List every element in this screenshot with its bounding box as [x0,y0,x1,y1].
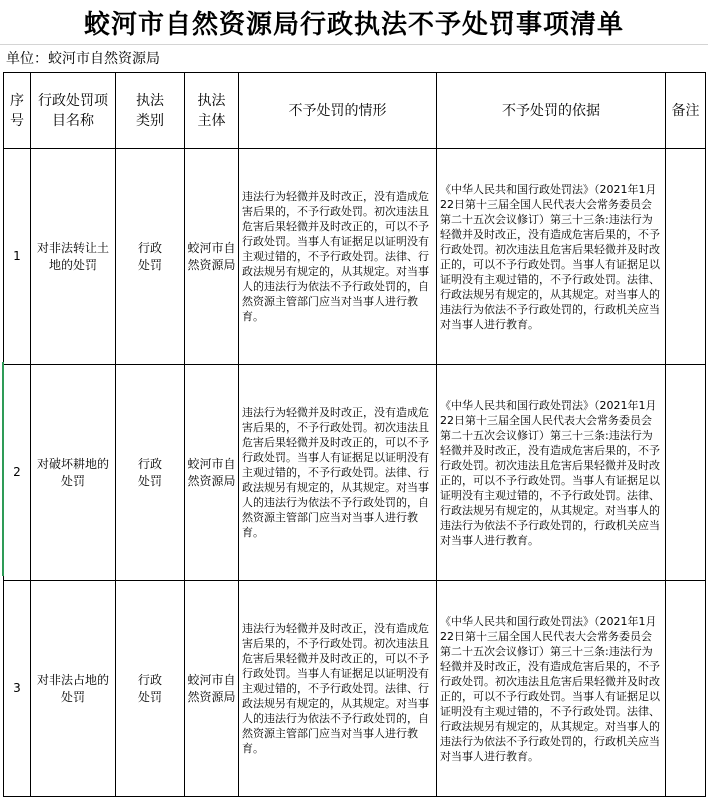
cell-item-name: 对非法转让土地的处罚 [31,149,116,365]
header-basis: 不予处罚的依据 [437,73,666,149]
cell-item-name: 对破坏耕地的处罚 [31,365,116,581]
cell-situation: 违法行为轻微并及时改正，没有造成危害后果的，不予行政处罚。初次违法且危害后果轻微并及时改正的，可以不予行政处罚。当事人有证据足以证明没有主观过错的，不予行政处罚。法律、行政法规另有规定的，从其规定。对当事人的违法行为依法不予行政处罚的，自然资源主管部门应当对当事人进行教育。 [239,581,437,797]
cell-seq: 2 [4,365,31,581]
cell-basis: 《中华人民共和国行政处罚法》（2021年1月22日第十三届全国人民代表大会常务委员会第二十五次会议修订）第三十三条:违法行为轻微并及时改正，没有造成危害后果的，不予行政处罚。初次违法且危害后果轻微并及时改正的，可以不予行政处罚。当事人有证据足以证明没有主观过错的，不予行政处罚。法律、行政法规另有规定的，从其规定。对当事人的违法行为依法不予行政处罚的，行政机关应当对当事人进行教育。 [437,365,666,581]
cell-basis: 《中华人民共和国行政处罚法》（2021年1月22日第十三届全国人民代表大会常务委员会第二十五次会议修订）第三十三条:违法行为轻微并及时改正，没有造成危害后果的，不予行政处罚。初次违法且危害后果轻微并及时改正的，可以不予行政处罚。当事人有证据足以证明没有主观过错的，不予行政处罚。法律、行政法规另有规定的，从其规定。对当事人的违法行为依法不予行政处罚的，行政机关应当对当事人进行教育。 [437,149,666,365]
cell-category: 行政处罚 [116,149,185,365]
cell-category: 行政处罚 [116,365,185,581]
cell-seq: 1 [4,149,31,365]
table-row [4,365,706,581]
penalty-exemption-table [3,72,706,797]
page-title: 蛟河市自然资源局行政执法不予处罚事项清单 [0,0,708,45]
cell-situation: 违法行为轻微并及时改正，没有造成危害后果的，不予行政处罚。初次违法且危害后果轻微并及时改正的，可以不予行政处罚。当事人有证据足以证明没有主观过错的，不予行政处罚。法律、行政法规另有规定的，从其规定。对当事人的违法行为依法不予行政处罚的，自然资源主管部门应当对当事人进行教育。 [239,365,437,581]
cell-category: 行政处罚 [116,581,185,797]
cell-seq: 3 [4,581,31,797]
table-row [4,149,706,365]
header-situation: 不予处罚的情形 [239,73,437,149]
cell-remark [666,149,706,365]
header-item-name: 行政处罚项目名称 [31,73,116,149]
cell-subject: 蛟河市自然资源局 [185,365,239,581]
cell-subject: 蛟河市自然资源局 [185,149,239,365]
table-row [4,581,706,797]
header-subject: 执法主体 [185,73,239,149]
unit-label: 单位：蛟河市自然资源局 [6,51,160,67]
cell-remark [666,581,706,797]
cell-situation: 违法行为轻微并及时改正，没有造成危害后果的，不予行政处罚。初次违法且危害后果轻微并及时改正的，可以不予行政处罚。当事人有证据足以证明没有主观过错的，不予行政处罚。法律、行政法规另有规定的，从其规定。对当事人的违法行为依法不予行政处罚的，自然资源主管部门应当对当事人进行教育。 [239,149,437,365]
table-header-row [4,73,706,149]
cell-remark [666,365,706,581]
row-selection-indicator [2,362,4,576]
header-remark: 备注 [666,73,706,149]
cell-subject: 蛟河市自然资源局 [185,581,239,797]
header-category: 执法类别 [116,73,185,149]
cell-basis: 《中华人民共和国行政处罚法》（2021年1月22日第十三届全国人民代表大会常务委员会第二十五次会议修订）第三十三条:违法行为轻微并及时改正，没有造成危害后果的，不予行政处罚。初次违法且危害后果轻微并及时改正的，可以不予行政处罚。当事人有证据足以证明没有主观过错的，不予行政处罚。法律、行政法规另有规定的，从其规定。对当事人的违法行为依法不予行政处罚的，行政机关应当对当事人进行教育。 [437,581,666,797]
cell-item-name: 对非法占地的处罚 [31,581,116,797]
header-seq: 序号 [4,73,31,149]
